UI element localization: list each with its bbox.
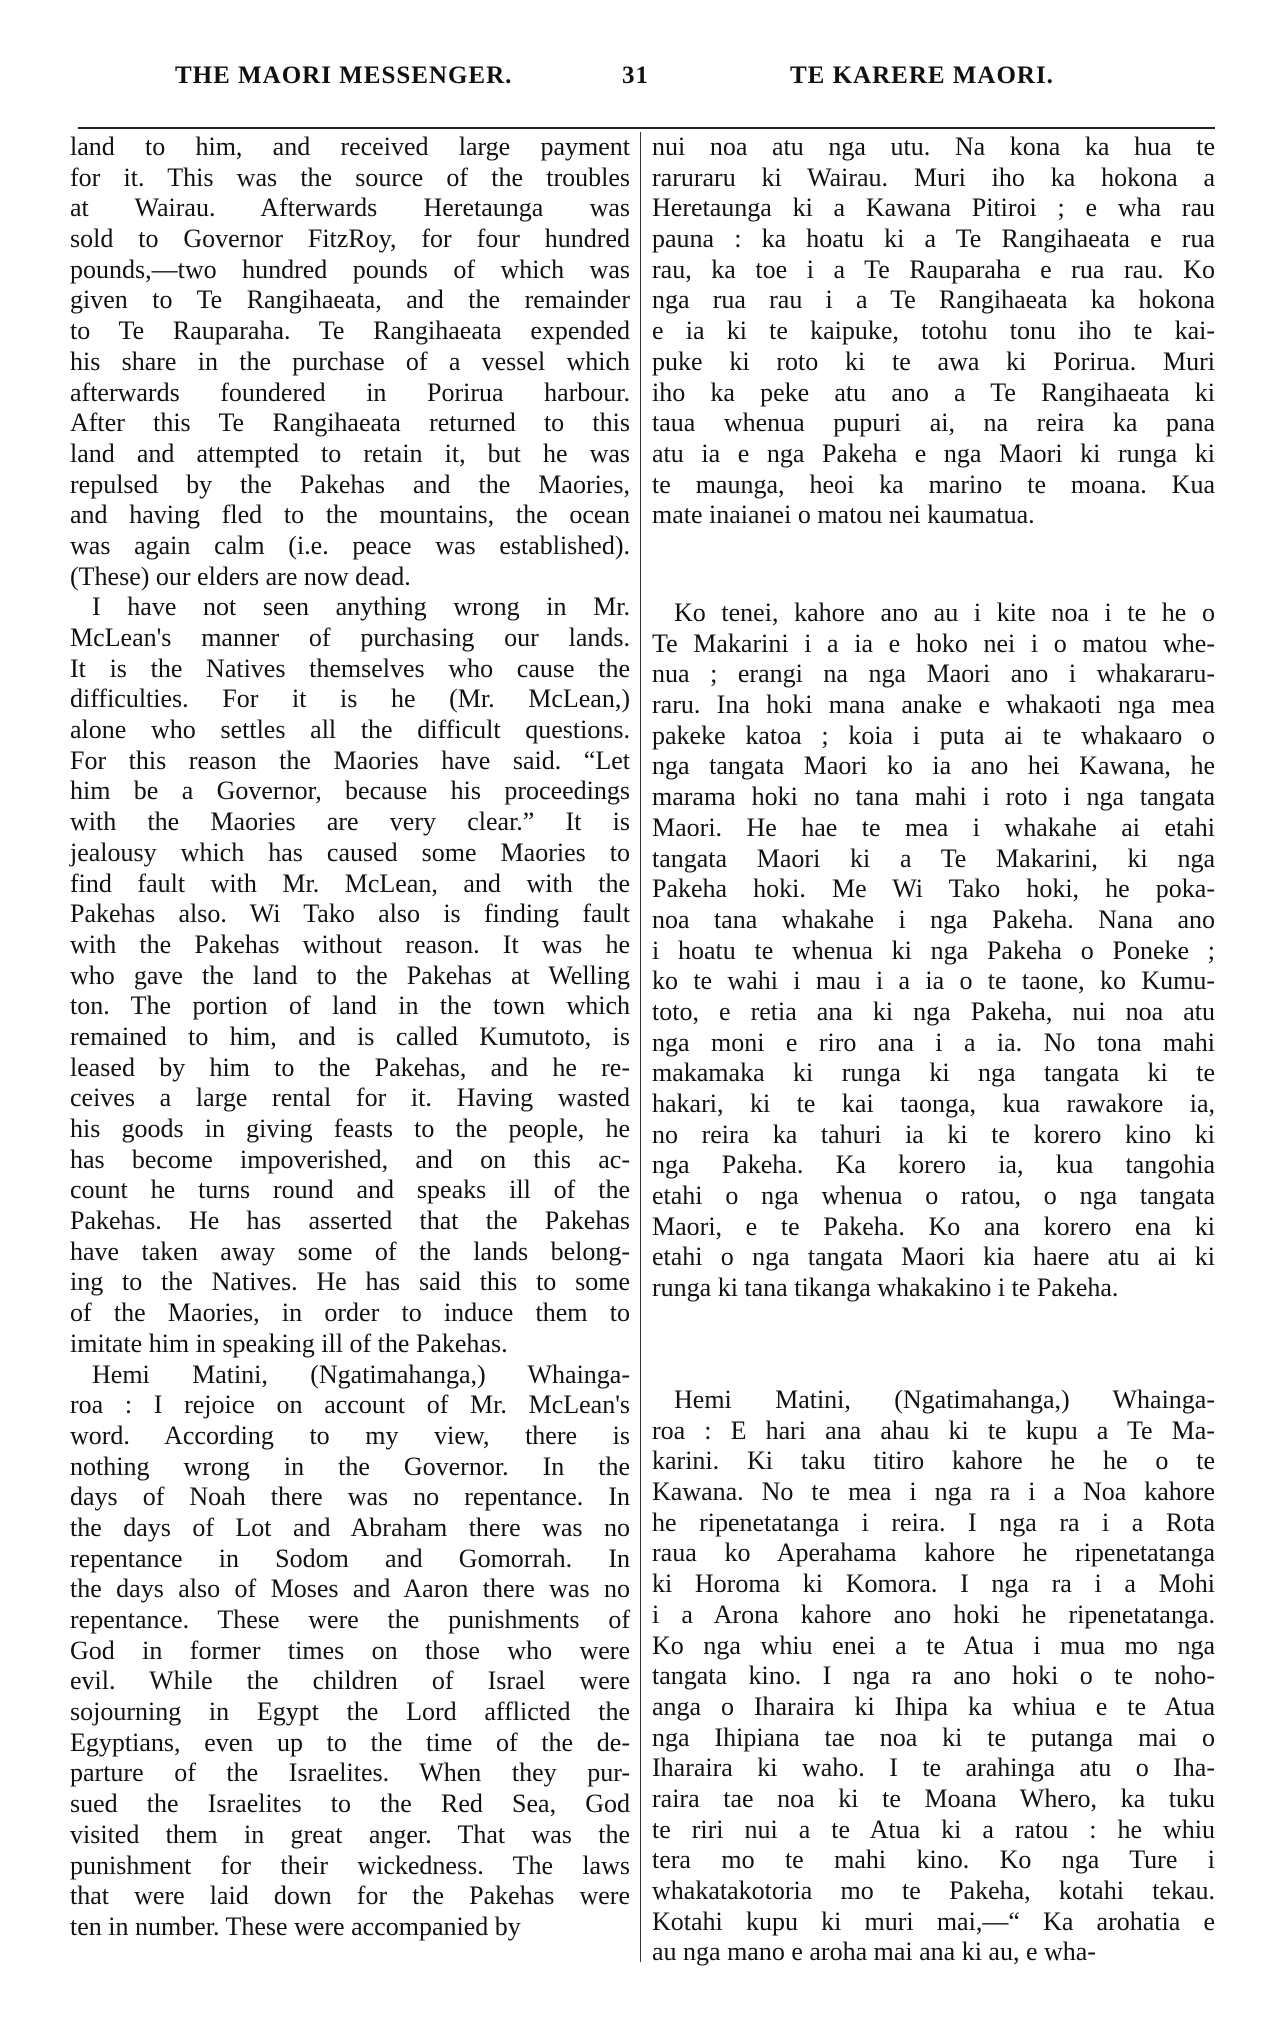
text-line: he ripenetatanga i reira. I nga ra i a Rota xyxy=(652,1507,1215,1537)
text-line: jealousy which has caused some Maories to xyxy=(70,837,630,867)
text-line: for it. This was the source of the troubles xyxy=(70,162,630,192)
text-line: Pakehas. He has asserted that the Pakehas xyxy=(70,1206,630,1236)
text-line: marama hoki no tana mahi i roto i nga tangata xyxy=(652,782,1215,812)
text-line: afterwards foundered in Porirua harbour. xyxy=(70,377,630,407)
text-line: and having fled to the mountains, the ocean xyxy=(70,500,630,530)
text-line: tera mo te mahi kino. Ko nga Ture i xyxy=(652,1845,1215,1875)
text-line: Heretaunga ki a Kawana Pitiroi ; e wha rau xyxy=(652,193,1215,223)
text-line: etahi o nga whenua o ratou, o nga tangata xyxy=(652,1181,1215,1211)
text-line: repulsed by the Pakehas and the Maories, xyxy=(70,469,630,499)
text-line: days of Noah there was no repentance. In xyxy=(70,1482,630,1512)
text-line: nga tangata Maori ko ia ano hei Kawana, he xyxy=(652,751,1215,781)
text-line: leased by him to the Pakehas, and he re- xyxy=(70,1052,630,1082)
text-line: etahi o nga tangata Maori kia haere atu ai ki xyxy=(652,1242,1215,1272)
text-line: puke ki roto ki te awa ki Porirua. Muri xyxy=(652,346,1215,376)
text-line: ing to the Natives. He has said this to some xyxy=(70,1267,630,1297)
text-line: au nga mano e aroha mai ana ki au, e wha- xyxy=(652,1937,1096,1967)
text-line: nga Ihipiana tae noa ki te putanga mai o xyxy=(652,1722,1215,1752)
text-line: imitate him in speaking ill of the Pakehas. xyxy=(70,1328,508,1358)
text-line: with the Pakehas without reason. It was he xyxy=(70,929,630,959)
text-line: e ia ki te kaipuke, totohu tonu iho te kai- xyxy=(652,316,1215,346)
text-line: Pakeha hoki. Me Wi Tako hoki, he poka- xyxy=(652,874,1215,904)
text-line: Hemi Matini, (Ngatimahanga,) Whainga- xyxy=(92,1359,630,1389)
paragraph xyxy=(652,598,1215,1304)
paragraph xyxy=(652,132,1215,531)
text-line: pauna : ka hoatu ki a Te Rangihaeata e rua xyxy=(652,224,1215,254)
text-line: Kawana. No te mea i nga ra i a Noa kahore xyxy=(652,1477,1215,1507)
text-line: Ko tenei, kahore ano au i kite noa i te he o xyxy=(674,598,1215,627)
text-line: mate inaianei o matou nei kaumatua. xyxy=(652,500,1035,530)
text-line: sold to Governor FitzRoy, for four hundred xyxy=(70,224,630,254)
text-line: toto, e retia ana ki nga Pakeha, nui noa atu xyxy=(652,996,1215,1026)
text-line: punishment for their wickedness. The laws xyxy=(70,1850,630,1880)
text-line: God in former times on those who were xyxy=(70,1635,630,1665)
text-line: ki Horoma ki Komora. I nga ra i a Mohi xyxy=(652,1569,1215,1599)
text-line: For this reason the Maories have said. “Let xyxy=(70,745,630,775)
page-number: 31 xyxy=(622,62,649,89)
text-line: pounds,—two hundred pounds of which was xyxy=(70,254,630,284)
text-line: Hemi Matini, (Ngatimahanga,) Whainga- xyxy=(674,1385,1215,1414)
text-line: runga ki tana tikanga whakakino i te Pakeha. xyxy=(652,1273,1119,1303)
text-line: alone who settles all the difficult questions. xyxy=(70,715,630,745)
text-line: It is the Natives themselves who cause the xyxy=(70,653,630,683)
text-line: i hoatu te whenua ki nga Pakeha o Poneke ; xyxy=(652,935,1215,965)
text-line: nothing wrong in the Governor. In the xyxy=(70,1451,630,1481)
text-line: iho ka peke atu ano a Te Rangihaeata ki xyxy=(652,377,1215,407)
paragraph xyxy=(70,592,630,1359)
text-line: te riri nui a te Atua ki a ratou : he whiu xyxy=(652,1814,1215,1844)
text-line: nga rua rau i a Te Rangihaeata ka hokona xyxy=(652,285,1215,315)
text-line: to Te Rauparaha. Te Rangihaeata expended xyxy=(70,316,630,346)
text-line: pakeke katoa ; koia i puta ai te whakaaro o xyxy=(652,720,1215,750)
text-line: ceives a large rental for it. Having wasted xyxy=(70,1083,630,1113)
text-line: him be a Governor, because his proceedings xyxy=(70,776,630,806)
text-line: (These) our elders are now dead. xyxy=(70,561,411,591)
text-line: have taken away some of the lands belong- xyxy=(70,1236,630,1266)
text-line: repentance in Sodom and Gomorrah. In xyxy=(70,1543,630,1573)
text-line: of the Maories, in order to induce them to xyxy=(70,1298,630,1328)
text-line: land and attempted to retain it, but he was xyxy=(70,438,630,468)
text-line: After this Te Rangihaeata returned to this xyxy=(70,408,630,438)
text-line: taua whenua pupuri ai, na reira ka pana xyxy=(652,408,1215,438)
text-line: given to Te Rangihaeata, and the remainder xyxy=(70,285,630,315)
text-line: whakatakotoria mo te Pakeha, kotahi tekau. xyxy=(652,1876,1215,1905)
text-line: his share in the purchase of a vessel which xyxy=(70,346,630,376)
text-line: that were laid down for the Pakehas were xyxy=(70,1881,630,1911)
text-line: repentance. These were the punishments of xyxy=(70,1605,630,1634)
text-line: difficulties. For it is he (Mr. McLean,) xyxy=(70,684,630,714)
text-line: find fault with Mr. McLean, and with the xyxy=(70,868,630,898)
text-line: evil. While the children of Israel were xyxy=(70,1666,630,1696)
text-line: the days also of Moses and Aaron there was no xyxy=(70,1574,630,1604)
text-line: Maori. He hae te mea i whakahe ai etahi xyxy=(652,812,1215,842)
english-column xyxy=(70,132,630,1943)
text-line: Ko nga whiu enei a te Atua i mua mo nga xyxy=(652,1630,1215,1660)
text-line: parture of the Israelites. When they pur- xyxy=(70,1758,630,1788)
text-line: sued the Israelites to the Red Sea, God xyxy=(70,1789,630,1819)
text-line: raru. Ina hoki mana anake e whakaoti nga mea xyxy=(652,690,1215,720)
text-line: Iharaira ki waho. I te arahinga atu o Iha- xyxy=(652,1753,1215,1783)
text-line: nga moni e riro ana i a ia. No tona mahi xyxy=(652,1027,1215,1057)
text-line: visited them in great anger. That was the xyxy=(70,1819,630,1849)
text-line: Pakehas also. Wi Tako also is finding fault xyxy=(70,899,630,929)
paragraph xyxy=(70,132,630,592)
text-line: raua ko Aperahama kahore he ripenetatanga xyxy=(652,1538,1215,1568)
text-line: nga Pakeha. Ka korero ia, kua tangohia xyxy=(652,1150,1215,1180)
text-line: tangata kino. I nga ra ano hoki o te noho- xyxy=(652,1661,1215,1691)
text-line: ten in number. These were accompanied by xyxy=(70,1911,521,1941)
text-line: Te Makarini i a ia e hoko nei i o matou whe- xyxy=(652,628,1215,658)
text-line: Egyptians, even up to the time of the de- xyxy=(70,1727,630,1757)
paragraph xyxy=(70,1360,630,1943)
text-line: rau, ka toe i a Te Rauparaha e rua rau. Ko xyxy=(652,254,1215,284)
text-line: karini. Ki taku titiro kahore he he o te xyxy=(652,1446,1215,1476)
text-line: has become impoverished, and on this ac- xyxy=(70,1144,630,1174)
text-line: atu ia e nga Pakeha e nga Maori ki runga ki xyxy=(652,438,1215,468)
text-line: no reira ka tahuri ia ki te korero kino ki xyxy=(652,1119,1215,1149)
text-line: roa : E hari ana ahau ki te kupu a Te Ma- xyxy=(652,1415,1215,1445)
text-line: McLean's manner of purchasing our lands. xyxy=(70,623,630,652)
text-line: I have not seen anything wrong in Mr. xyxy=(92,592,630,622)
paragraph xyxy=(652,1385,1215,1968)
text-line: with the Maories are very clear.” It is xyxy=(70,807,630,837)
text-line: land to him, and received large payment xyxy=(70,132,630,161)
text-line: te maunga, heoi ka marino te moana. Kua xyxy=(652,469,1215,499)
text-line: the days of Lot and Abraham there was no xyxy=(70,1512,630,1542)
text-line: sojourning in Egypt the Lord afflicted the xyxy=(70,1697,630,1727)
text-line: tangata Maori ki a Te Makarini, ki nga xyxy=(652,843,1215,873)
text-line: makamaka ki runga ki nga tangata ki te xyxy=(652,1058,1215,1088)
text-line: noa tana whakahe i nga Pakeha. Nana ano xyxy=(652,904,1215,934)
text-line: hakari, ki te kai taonga, kua rawakore ia, xyxy=(652,1089,1215,1118)
text-line: i a Arona kahore ano hoki he ripenetatanga. xyxy=(652,1599,1215,1629)
text-line: anga o Iharaira ki Ihipa ka whiua e te Atua xyxy=(652,1691,1215,1721)
text-line: raira tae noa ki te Moana Whero, ka tuku xyxy=(652,1783,1215,1813)
text-line: roa : I rejoice on account of Mr. McLean's xyxy=(70,1390,630,1420)
text-line: count he turns round and speaks ill of the xyxy=(70,1175,630,1205)
text-line: nui noa atu nga utu. Na kona ka hua te xyxy=(652,132,1215,161)
text-line: who gave the land to the Pakehas at Welling xyxy=(70,960,630,990)
text-line: his goods in giving feasts to the people, he xyxy=(70,1114,630,1143)
text-line: word. According to my view, there is xyxy=(70,1420,630,1450)
text-line: at Wairau. Afterwards Heretaunga was xyxy=(70,193,630,223)
text-line: was again calm (i.e. peace was established). xyxy=(70,530,630,560)
text-line: raruraru ki Wairau. Muri iho ka hokona a xyxy=(652,162,1215,192)
header-maori-title: TE KARERE MAORI. xyxy=(790,62,1054,89)
header-rule xyxy=(78,127,1215,129)
text-line: remained to him, and is called Kumutoto, is xyxy=(70,1021,630,1051)
header-english-title: THE MAORI MESSENGER. xyxy=(175,62,513,89)
text-line: nua ; erangi na nga Maori ano i whakararu- xyxy=(652,659,1215,689)
text-line: Kotahi kupu ki muri mai,—“ Ka arohatia e xyxy=(652,1906,1215,1936)
text-line: ton. The portion of land in the town which xyxy=(70,991,630,1021)
text-line: ko te wahi i mau i a ia o te taone, ko Kumu- xyxy=(652,966,1215,996)
text-line: Maori, e te Pakeha. Ko ana korero ena ki xyxy=(652,1211,1215,1241)
column-divider xyxy=(640,132,641,1962)
